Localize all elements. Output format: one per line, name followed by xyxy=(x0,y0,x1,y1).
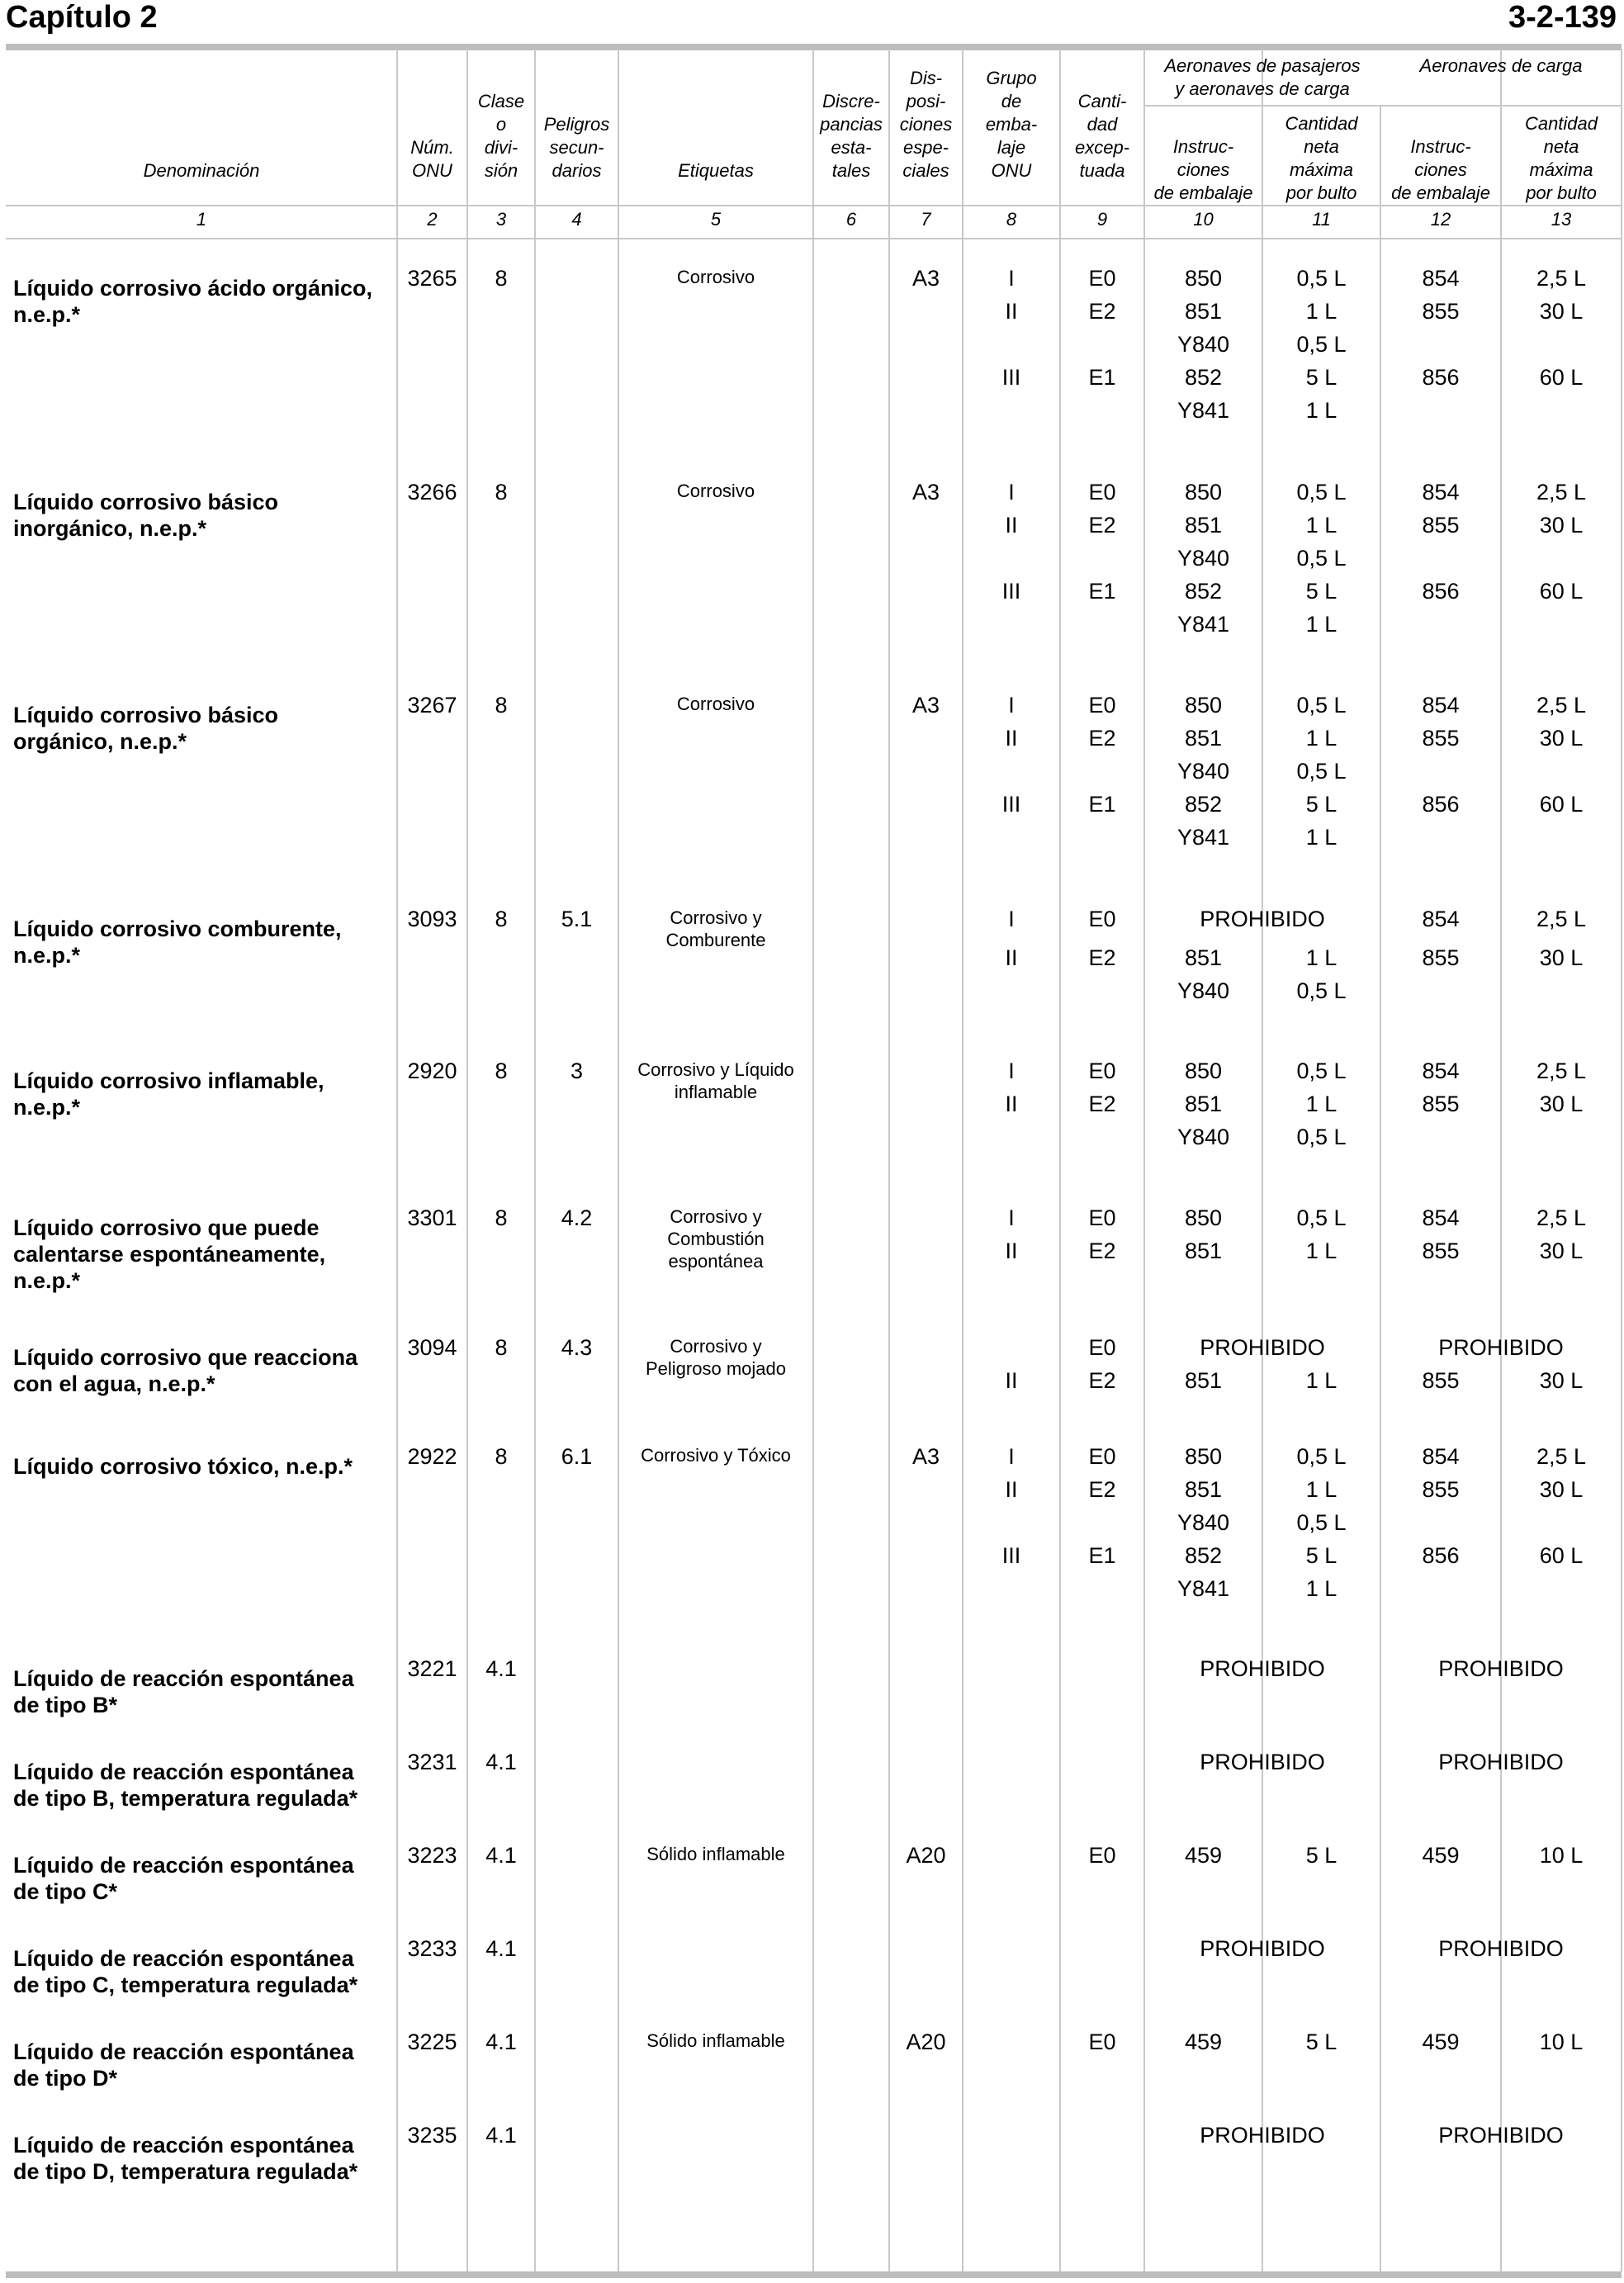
un-number: 3221 xyxy=(407,1656,457,1681)
header-peligros-secundarios xyxy=(535,58,618,182)
passenger-packing-instruction: Y840 xyxy=(1177,546,1230,571)
passenger-prohibited: PROHIBIDO xyxy=(1200,1750,1325,1774)
passenger-max-quantity: 1 L xyxy=(1305,299,1338,324)
special-provisions: A3 xyxy=(911,1444,940,1469)
excepted-quantity: E2 xyxy=(1088,1092,1116,1116)
excepted-quantity: E2 xyxy=(1088,945,1116,970)
excepted-quantity: E1 xyxy=(1088,365,1116,390)
packing-group: I xyxy=(1008,1205,1015,1230)
header-pax-cantidad-text: Cantidad neta máxima por bulto xyxy=(1285,113,1358,203)
subsidiary-hazard: 4.2 xyxy=(561,1205,593,1230)
passenger-packing-instruction: 851 xyxy=(1184,1239,1223,1263)
passenger-max-quantity: 0,5 L xyxy=(1296,1205,1347,1230)
un-number: 3225 xyxy=(407,2030,457,2054)
passenger-packing-instruction: 850 xyxy=(1184,266,1223,291)
class-division: 4.1 xyxy=(485,2123,517,2148)
special-provisions: A3 xyxy=(911,693,940,718)
cargo-packing-instruction: 854 xyxy=(1422,907,1460,931)
header-cargo-cantidad xyxy=(1501,111,1622,205)
un-number: 3223 xyxy=(407,1843,457,1868)
excepted-quantity: E0 xyxy=(1088,907,1116,931)
cargo-max-quantity: 30 L xyxy=(1539,1092,1584,1116)
class-division: 4.1 xyxy=(485,1843,517,1868)
special-provisions: A20 xyxy=(906,2030,946,2054)
passenger-packing-instruction: Y841 xyxy=(1177,1576,1230,1601)
excepted-quantity: E0 xyxy=(1088,2030,1116,2054)
column-number: 6 xyxy=(845,209,857,230)
header-disposiciones xyxy=(889,58,963,182)
subsidiary-hazard: 3 xyxy=(570,1059,584,1083)
un-number: 3233 xyxy=(407,1936,457,1961)
column-number: 2 xyxy=(427,209,438,230)
passenger-packing-instruction: 850 xyxy=(1184,1205,1223,1230)
passenger-packing-instruction: 851 xyxy=(1184,1477,1223,1502)
hazard-labels: Corrosivo xyxy=(676,267,755,287)
class-division: 8 xyxy=(495,907,508,931)
un-number: 2922 xyxy=(407,1444,457,1469)
column-number: 10 xyxy=(1193,209,1214,230)
chapter-title: Capítulo 2 xyxy=(6,0,158,35)
excepted-quantity: E1 xyxy=(1088,579,1116,604)
header-cargo-instrucciones xyxy=(1380,111,1501,205)
cargo-packing-instruction: 855 xyxy=(1422,1092,1460,1116)
passenger-packing-instruction: 850 xyxy=(1184,1444,1223,1469)
cargo-packing-instruction: 855 xyxy=(1422,513,1460,538)
un-number: 3231 xyxy=(407,1750,457,1774)
header-discrepancias xyxy=(813,58,889,182)
packing-group: I xyxy=(1008,266,1015,291)
substance-name: Líquido de reacción espontánea de tipo B, temperatura regulada* xyxy=(13,1760,358,1811)
passenger-packing-instruction: Y840 xyxy=(1177,759,1230,784)
cargo-max-quantity: 2,5 L xyxy=(1536,266,1587,291)
header-cargo-instrucciones-text: Instruc- ciones de embalaje xyxy=(1391,136,1490,203)
header-denominacion xyxy=(6,58,397,182)
hazard-labels: Corrosivo y Combustión espontánea xyxy=(667,1206,765,1272)
cargo-max-quantity: 2,5 L xyxy=(1536,1205,1587,1230)
excepted-quantity: E2 xyxy=(1088,1477,1116,1502)
passenger-packing-instruction: 851 xyxy=(1184,299,1223,324)
class-division: 8 xyxy=(495,1205,508,1230)
substance-name: Líquido corrosivo ácido orgánico, n.e.p.* xyxy=(13,276,373,327)
cargo-prohibited: PROHIBIDO xyxy=(1438,1656,1564,1681)
passenger-packing-instruction: 851 xyxy=(1184,513,1223,538)
passenger-max-quantity: 1 L xyxy=(1305,612,1338,637)
header-grupo-embalaje xyxy=(963,58,1060,182)
cargo-packing-instruction: 854 xyxy=(1422,1205,1460,1230)
cargo-packing-instruction: 855 xyxy=(1422,945,1460,970)
passenger-max-quantity: 1 L xyxy=(1305,1092,1338,1116)
passenger-max-quantity: 5 L xyxy=(1305,1543,1338,1568)
passenger-max-quantity: 0,5 L xyxy=(1296,759,1347,784)
passenger-packing-instruction: Y840 xyxy=(1177,1510,1230,1535)
class-division: 4.1 xyxy=(485,2030,517,2054)
substance-name: Líquido corrosivo que reacciona con el agua, n.e.p.* xyxy=(13,1345,358,1396)
cargo-max-quantity: 10 L xyxy=(1539,1843,1584,1868)
passenger-packing-instruction: Y840 xyxy=(1177,332,1230,357)
packing-group: I xyxy=(1008,907,1015,931)
cargo-max-quantity: 30 L xyxy=(1539,1368,1584,1393)
excepted-quantity: E0 xyxy=(1088,1205,1116,1230)
excepted-quantity: E0 xyxy=(1088,1843,1116,1868)
header-pax-instrucciones xyxy=(1144,111,1262,205)
class-division: 8 xyxy=(495,266,508,291)
passenger-max-quantity: 5 L xyxy=(1305,2030,1338,2054)
passenger-packing-instruction: 852 xyxy=(1184,579,1223,604)
passenger-prohibited: PROHIBIDO xyxy=(1200,2123,1325,2148)
passenger-max-quantity: 0,5 L xyxy=(1296,480,1347,504)
cargo-packing-instruction: 854 xyxy=(1422,693,1460,718)
passenger-max-quantity: 1 L xyxy=(1305,945,1338,970)
substance-name: Líquido de reacción espontánea de tipo B* xyxy=(13,1666,354,1717)
passenger-packing-instruction: 850 xyxy=(1184,1059,1223,1083)
cargo-prohibited: PROHIBIDO xyxy=(1438,1335,1564,1360)
header-num-onu-text: Núm. ONU xyxy=(410,137,454,181)
excepted-quantity: E0 xyxy=(1088,1444,1116,1469)
header-peligros-secundarios-text: Peligros secun- darios xyxy=(543,114,610,181)
header-cantidad-exceptuada-text: Canti- dad excep- tuada xyxy=(1074,91,1130,181)
header-group-cargo-text: Aeronaves de carga xyxy=(1419,55,1583,76)
column-divider xyxy=(888,49,890,2271)
header-group-cargo xyxy=(1380,49,1622,78)
passenger-packing-instruction: Y841 xyxy=(1177,825,1230,850)
header-discrepancias-text: Discre- pancias esta- tales xyxy=(820,91,883,181)
un-number: 3235 xyxy=(407,2123,457,2148)
passenger-max-quantity: 0,5 L xyxy=(1296,546,1347,571)
passenger-packing-instruction: 850 xyxy=(1184,693,1223,718)
cargo-packing-instruction: 855 xyxy=(1422,1477,1460,1502)
hazard-labels: Sólido inflamable xyxy=(646,1844,785,1864)
class-division: 4.1 xyxy=(485,1750,517,1774)
cargo-packing-instruction: 856 xyxy=(1422,792,1460,817)
hazard-labels: Corrosivo y Peligroso mojado xyxy=(646,1336,786,1379)
column-number: 5 xyxy=(710,209,722,230)
cargo-packing-instruction: 854 xyxy=(1422,1444,1460,1469)
subsidiary-hazard: 6.1 xyxy=(561,1444,593,1469)
packing-group: I xyxy=(1008,480,1015,504)
passenger-max-quantity: 1 L xyxy=(1305,1576,1338,1601)
packing-group: II xyxy=(1005,513,1018,538)
cargo-packing-instruction: 854 xyxy=(1422,266,1460,291)
bottom-rule xyxy=(6,2271,1622,2278)
cargo-max-quantity: 60 L xyxy=(1539,792,1584,817)
cargo-max-quantity: 30 L xyxy=(1539,1239,1584,1263)
cargo-max-quantity: 60 L xyxy=(1539,365,1584,390)
header-denominacion-text: Denominación xyxy=(143,160,260,181)
column-number: 7 xyxy=(921,209,931,230)
hazard-labels: Corrosivo xyxy=(676,481,755,501)
header-group-passenger-text: Aeronaves de pasajeros y aeronaves de carga xyxy=(1164,55,1361,99)
class-division: 8 xyxy=(495,693,508,718)
cargo-max-quantity: 30 L xyxy=(1539,513,1584,538)
substance-name: Líquido corrosivo básico inorgánico, n.e.p.* xyxy=(13,490,279,541)
excepted-quantity: E2 xyxy=(1088,1239,1116,1263)
passenger-max-quantity: 5 L xyxy=(1305,579,1338,604)
column-number: 9 xyxy=(1096,209,1108,230)
packing-group: III xyxy=(1001,579,1021,604)
header-pax-cantidad xyxy=(1262,111,1380,205)
passenger-max-quantity: 1 L xyxy=(1305,825,1338,850)
passenger-prohibited: PROHIBIDO xyxy=(1200,1335,1325,1360)
substance-name: Líquido de reacción espontánea de tipo C* xyxy=(13,1853,354,1904)
column-number: 1 xyxy=(196,209,207,230)
page-number: 3-2-139 xyxy=(1508,0,1617,35)
cargo-prohibited: PROHIBIDO xyxy=(1438,1750,1564,1774)
passenger-prohibited: PROHIBIDO xyxy=(1200,1936,1325,1961)
header-num-onu xyxy=(397,58,467,182)
passenger-max-quantity: 5 L xyxy=(1305,792,1338,817)
passenger-max-quantity: 1 L xyxy=(1305,1477,1338,1502)
passenger-max-quantity: 1 L xyxy=(1305,1239,1338,1263)
cargo-packing-instruction: 856 xyxy=(1422,579,1460,604)
excepted-quantity: E0 xyxy=(1088,266,1116,291)
cargo-packing-instruction: 854 xyxy=(1422,1059,1460,1083)
excepted-quantity: E2 xyxy=(1088,513,1116,538)
class-division: 8 xyxy=(495,1059,508,1083)
hazard-labels: Corrosivo y Líquido inflamable xyxy=(637,1059,794,1102)
header-group-passenger xyxy=(1144,49,1380,101)
cargo-max-quantity: 2,5 L xyxy=(1536,693,1587,718)
passenger-packing-instruction: 852 xyxy=(1184,1543,1223,1568)
header-divider xyxy=(6,205,1622,206)
excepted-quantity: E0 xyxy=(1088,1059,1116,1083)
column-number-divider xyxy=(6,238,1622,239)
cargo-max-quantity: 30 L xyxy=(1539,945,1584,970)
passenger-max-quantity: 1 L xyxy=(1305,398,1338,423)
cargo-max-quantity: 2,5 L xyxy=(1536,907,1587,931)
class-division: 8 xyxy=(495,480,508,504)
passenger-packing-instruction: Y840 xyxy=(1177,1125,1230,1149)
substance-name: Líquido corrosivo tóxico, n.e.p.* xyxy=(13,1454,353,1479)
passenger-max-quantity: 0,5 L xyxy=(1296,1125,1347,1149)
passenger-packing-instruction: Y840 xyxy=(1177,978,1230,1003)
column-divider xyxy=(812,49,814,2271)
special-provisions: A3 xyxy=(911,266,940,291)
excepted-quantity: E0 xyxy=(1088,693,1116,718)
un-number: 3265 xyxy=(407,266,457,291)
passenger-packing-instruction: Y841 xyxy=(1177,612,1230,637)
passenger-packing-instruction: 851 xyxy=(1184,945,1223,970)
column-number: 3 xyxy=(495,209,507,230)
cargo-max-quantity: 10 L xyxy=(1539,2030,1584,2054)
header-cargo-cantidad-text: Cantidad neta máxima por bulto xyxy=(1524,113,1598,203)
passenger-max-quantity: 0,5 L xyxy=(1296,266,1347,291)
excepted-quantity: E2 xyxy=(1088,1368,1116,1393)
packing-group: I xyxy=(1008,1444,1015,1469)
subsidiary-hazard: 5.1 xyxy=(561,907,593,931)
passenger-max-quantity: 1 L xyxy=(1305,726,1338,751)
un-number: 3301 xyxy=(407,1205,457,1230)
passenger-max-quantity: 0,5 L xyxy=(1296,1510,1347,1535)
substance-name: Líquido corrosivo inflamable, n.e.p.* xyxy=(13,1068,324,1120)
passenger-max-quantity: 1 L xyxy=(1305,513,1338,538)
header-grupo-embalaje-text: Grupo de emba- laje ONU xyxy=(985,68,1038,181)
column-number: 13 xyxy=(1551,209,1572,230)
substance-name: Líquido de reacción espontánea de tipo D, temperatura regulada* xyxy=(13,2133,358,2184)
un-number: 2920 xyxy=(407,1059,457,1083)
cargo-packing-instruction: 459 xyxy=(1422,2030,1460,2054)
cargo-max-quantity: 30 L xyxy=(1539,1477,1584,1502)
un-number: 3094 xyxy=(407,1335,457,1360)
passenger-packing-instruction: Y841 xyxy=(1177,398,1230,423)
header-disposiciones-text: Dis- posi- ciones espe- ciales xyxy=(899,68,953,181)
class-division: 8 xyxy=(495,1444,508,1469)
header-cantidad-exceptuada xyxy=(1060,58,1144,182)
packing-group: II xyxy=(1005,1092,1018,1116)
cargo-packing-instruction: 856 xyxy=(1422,1543,1460,1568)
packing-group: II xyxy=(1005,1477,1018,1502)
passenger-prohibited: PROHIBIDO xyxy=(1200,907,1325,931)
header-etiquetas xyxy=(618,58,813,182)
passenger-max-quantity: 0,5 L xyxy=(1296,693,1347,718)
substance-name: Líquido corrosivo que puede calentarse espontáneamente, n.e.p.* xyxy=(13,1215,326,1293)
packing-group: II xyxy=(1005,945,1018,970)
passenger-packing-instruction: 852 xyxy=(1184,365,1223,390)
cargo-max-quantity: 30 L xyxy=(1539,726,1584,751)
packing-group: III xyxy=(1001,792,1021,817)
passenger-prohibited: PROHIBIDO xyxy=(1200,1656,1325,1681)
passenger-packing-instruction: 850 xyxy=(1184,480,1223,504)
special-provisions: A20 xyxy=(906,1843,946,1868)
un-number: 3093 xyxy=(407,907,457,931)
passenger-max-quantity: 5 L xyxy=(1305,365,1338,390)
packing-group: II xyxy=(1005,1368,1018,1393)
passenger-max-quantity: 0,5 L xyxy=(1296,978,1347,1003)
cargo-max-quantity: 2,5 L xyxy=(1536,480,1587,504)
un-number: 3267 xyxy=(407,693,457,718)
passenger-max-quantity: 5 L xyxy=(1305,1843,1338,1868)
passenger-packing-instruction: 459 xyxy=(1184,2030,1223,2054)
cargo-max-quantity: 30 L xyxy=(1539,299,1584,324)
passenger-packing-instruction: 851 xyxy=(1184,1368,1223,1393)
column-number: 12 xyxy=(1430,209,1451,230)
cargo-prohibited: PROHIBIDO xyxy=(1438,2123,1564,2148)
packing-group: II xyxy=(1005,1239,1018,1263)
packing-group: I xyxy=(1008,1059,1015,1083)
hazard-labels: Corrosivo xyxy=(676,694,755,714)
cargo-packing-instruction: 855 xyxy=(1422,1239,1460,1263)
cargo-max-quantity: 60 L xyxy=(1539,579,1584,604)
substance-name: Líquido corrosivo básico orgánico, n.e.p.* xyxy=(13,703,279,754)
excepted-quantity: E2 xyxy=(1088,726,1116,751)
header-clase-text: Clase o divi- sión xyxy=(477,91,525,181)
passenger-packing-instruction: 852 xyxy=(1184,792,1223,817)
excepted-quantity: E2 xyxy=(1088,299,1116,324)
cargo-packing-instruction: 855 xyxy=(1422,299,1460,324)
passenger-max-quantity: 0,5 L xyxy=(1296,332,1347,357)
hazard-labels: Corrosivo y Comburente xyxy=(665,907,766,950)
substance-name: Líquido de reacción espontánea de tipo D* xyxy=(13,2039,354,2091)
column-divider xyxy=(618,49,619,2271)
un-number: 3266 xyxy=(407,480,457,504)
passenger-max-quantity: 0,5 L xyxy=(1296,1059,1347,1083)
special-provisions: A3 xyxy=(911,480,940,504)
cargo-packing-instruction: 855 xyxy=(1422,1368,1460,1393)
excepted-quantity: E1 xyxy=(1088,792,1116,817)
header-etiquetas-text: Etiquetas xyxy=(678,160,754,181)
cargo-max-quantity: 2,5 L xyxy=(1536,1059,1587,1083)
cargo-packing-instruction: 854 xyxy=(1422,480,1460,504)
header-clase xyxy=(467,58,535,182)
cargo-packing-instruction: 856 xyxy=(1422,365,1460,390)
hazard-labels: Sólido inflamable xyxy=(646,2030,785,2051)
packing-group: II xyxy=(1005,299,1018,324)
packing-group: I xyxy=(1008,693,1015,718)
subsidiary-hazard: 4.3 xyxy=(561,1335,593,1360)
cargo-packing-instruction: 459 xyxy=(1422,1843,1460,1868)
passenger-packing-instruction: 459 xyxy=(1184,1843,1223,1868)
cargo-packing-instruction: 855 xyxy=(1422,726,1460,751)
passenger-max-quantity: 1 L xyxy=(1305,1368,1338,1393)
packing-group: II xyxy=(1005,726,1018,751)
passenger-max-quantity: 0,5 L xyxy=(1296,1444,1347,1469)
packing-group: III xyxy=(1001,365,1021,390)
substance-name: Líquido de reacción espontánea de tipo C, temperatura regulada* xyxy=(13,1946,358,1997)
class-division: 4.1 xyxy=(485,1936,517,1961)
group-header-divider xyxy=(1144,105,1622,107)
header-pax-instrucciones-text: Instruc- ciones de embalaje xyxy=(1153,136,1253,203)
cargo-max-quantity: 2,5 L xyxy=(1536,1444,1587,1469)
class-division: 4.1 xyxy=(485,1656,517,1681)
excepted-quantity: E1 xyxy=(1088,1543,1116,1568)
substance-name: Líquido corrosivo comburente, n.e.p.* xyxy=(13,917,342,968)
column-number: 8 xyxy=(1006,209,1017,230)
excepted-quantity: E0 xyxy=(1088,1335,1116,1360)
excepted-quantity: E0 xyxy=(1088,480,1116,504)
column-number: 11 xyxy=(1312,209,1331,230)
cargo-prohibited: PROHIBIDO xyxy=(1438,1936,1564,1961)
class-division: 8 xyxy=(495,1335,508,1360)
passenger-packing-instruction: 851 xyxy=(1184,1092,1223,1116)
cargo-max-quantity: 60 L xyxy=(1539,1543,1584,1568)
hazard-labels: Corrosivo y Tóxico xyxy=(641,1445,791,1466)
passenger-packing-instruction: 851 xyxy=(1184,726,1223,751)
column-number: 4 xyxy=(571,209,582,230)
packing-group: III xyxy=(1001,1543,1021,1568)
